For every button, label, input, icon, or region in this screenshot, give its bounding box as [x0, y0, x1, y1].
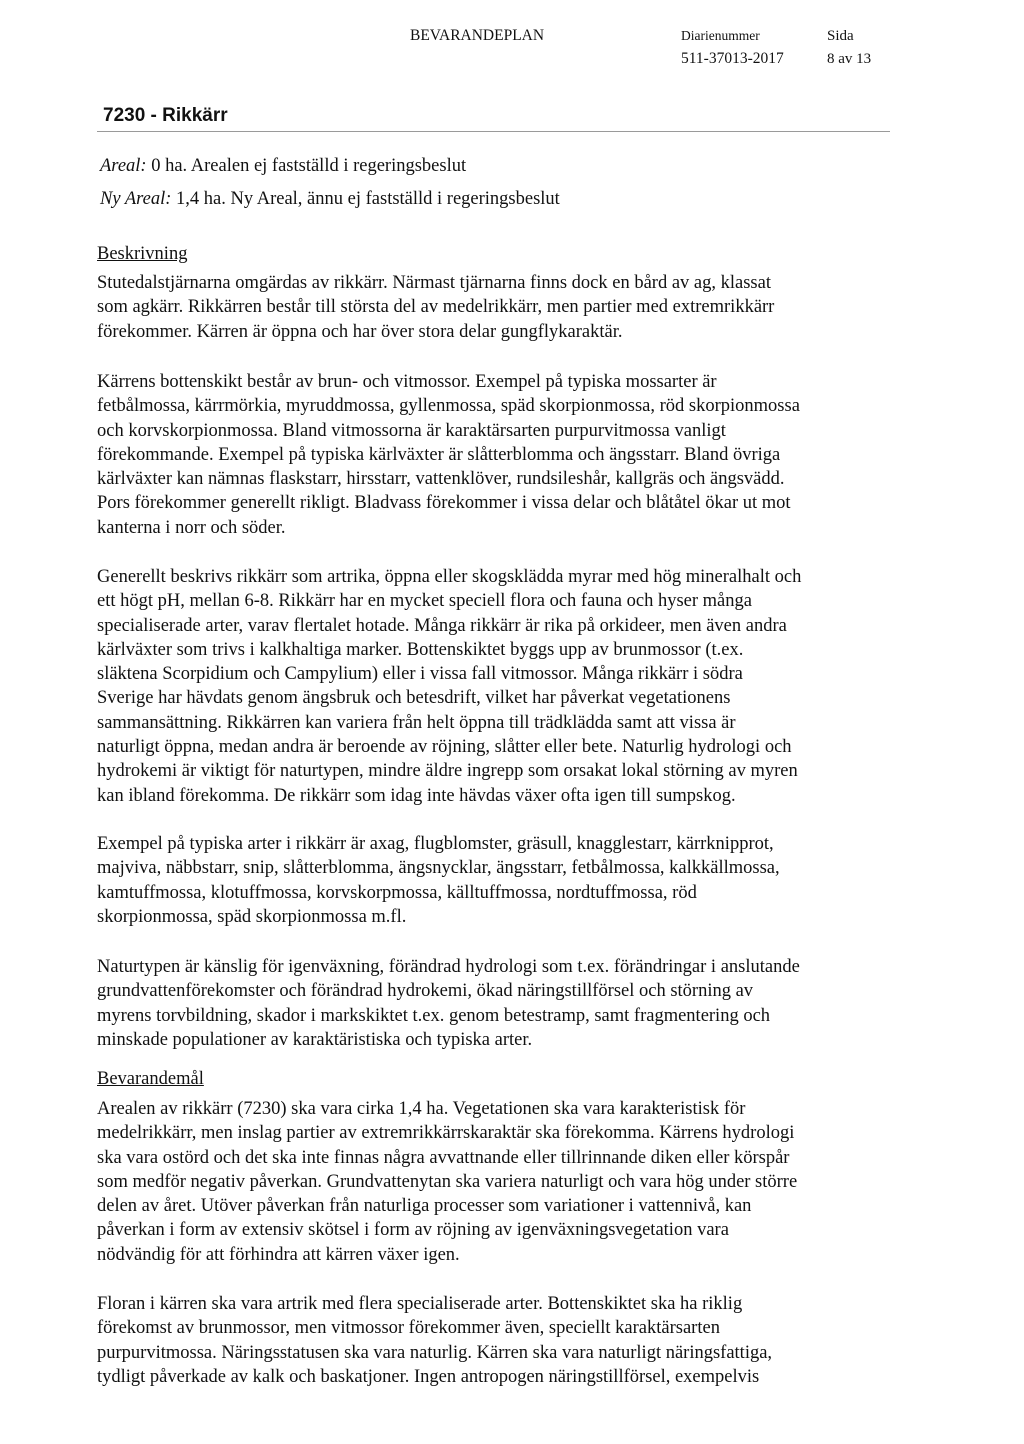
text-line: påverkan i form av extensiv skötsel i form av röjning av igenväxningsvegetation vara — [97, 1220, 729, 1241]
text-line: fetbålmossa, kärrmörkia, myruddmossa, gyllenmossa, späd skorpionmossa, röd skorpionmossa — [97, 396, 800, 417]
text-line: Naturtypen är känslig för igenväxning, förändrad hydrologi som t.ex. förändringar i anslutande — [97, 957, 800, 977]
document-type: BEVARANDEPLAN — [410, 27, 545, 44]
text-line: kärlväxter kan nämnas flaskstarr, hirsstarr, vattenklöver, rundsileshår, kallgräs och ängsvädd. — [97, 469, 785, 490]
area-label: Areal: — [100, 156, 147, 176]
text-line: som medför negativ påverkan. Grundvattenytan ska variera naturligt och vara hög under större — [97, 1171, 798, 1192]
description-paragraph — [97, 370, 897, 540]
diarienummer-value: 511-37013-2017 — [681, 50, 784, 67]
text-line: ett högt pH, mellan 6-8. Rikkärr har en mycket speciell flora och fauna och hyser många — [97, 591, 752, 612]
description-paragraph — [97, 565, 897, 808]
text-line: naturligt öppna, medan andra är beroende av röjning, slåtter eller bete. Naturlig hydrologi och — [97, 737, 792, 758]
conservation-goals-heading: Bevarandemål — [97, 1069, 204, 1089]
description-paragraph — [97, 271, 897, 344]
text-line: Stutedalstjärnarna omgärdas av rikkärr. Närmast tjärnarna finns dock en bård av ag, klassat — [97, 273, 771, 293]
text-line: specialiserade arter, varav flertalet hotade. Många rikkärr är rika på orkideer, men även andra — [97, 615, 787, 636]
description-paragraph — [97, 955, 897, 1052]
text-line: kärlväxter som trivs i kalkhaltiga marker. Bottenskiktet byggs upp av brunmossor (t.ex. — [97, 639, 744, 660]
text-line: släktena Scorpidium och Campylium) eller i vissa fall vitmossor. Många rikkärr i södra — [97, 664, 743, 685]
text-line: grundvattenförekomster och förändrad hydrokemi, ökad näringstillförsel och störning av — [97, 981, 754, 1002]
text-line: Pors förekommer generellt rikligt. Bladvass förekommer i vissa delar och blåtåtel ökar ut mot — [97, 493, 791, 514]
text-line: hydrokemi är viktigt för naturtypen, mindre äldre ingrepp som orsakat lokal störning av myren — [97, 761, 798, 782]
text-line: nödvändig för att förhindra att kärren växer igen. — [97, 1244, 460, 1265]
text-line: som agkärr. Rikkärren består till största del av medelrikkärr, men partier med extremrikkärr — [97, 297, 775, 318]
conservation-goals-paragraph — [97, 1292, 897, 1389]
page-number: 8 av 13 — [827, 51, 872, 67]
text-line: skorpionmossa, späd skorpionmossa m.fl. — [97, 906, 407, 927]
text-line: Kärrens bottenskikt består av brun- och vitmossor. Exempel på typiska mossarter är — [97, 372, 717, 392]
text-line: och korvskorpionmossa. Bland vitmossorna är karaktärsarten purpurvitmossa vanligt — [97, 420, 726, 441]
text-line: ska vara ostörd och det ska inte finnas några avvattnande eller tillrinnande diken eller körspår — [97, 1147, 790, 1168]
area-value: 0 ha. Arealen ej fastställd i regeringsbeslut — [146, 156, 467, 176]
text-line: Floran i kärren ska vara artrik med flera specialiserade arter. Bottenskiktet ska ha riklig — [97, 1294, 743, 1314]
text-line: minskade populationer av karaktäristiska och typiska arter. — [97, 1029, 533, 1050]
text-line: kamtuffmossa, klotuffmossa, korvskorpmossa, källtuffmossa, nordtuffmossa, röd — [97, 882, 697, 903]
new-area-line — [100, 187, 560, 211]
section-title: 7230 - Rikkärr — [103, 105, 228, 126]
text-line: medelrikkärr, men inslag partier av extremrikkärrskaraktär ska förekomma. Kärrens hydrologi — [97, 1123, 795, 1144]
text-line: kanterna i norr och söder. — [97, 517, 286, 538]
area-line — [100, 154, 466, 178]
text-line: majviva, näbbstarr, snip, slåtterblomma, ängsnycklar, ängsstarr, fetbålmossa, kalkkällmossa, — [97, 858, 780, 879]
new-area-value: 1,4 ha. Ny Areal, ännu ej fastställd i regeringsbeslut — [171, 189, 560, 209]
conservation-goals-paragraph — [97, 1097, 897, 1267]
text-line: förekomst av brunmossor, men vitmossor förekommer även, speciellt karaktärsarten — [97, 1318, 720, 1339]
text-line: förekommer. Kärren är öppna och har över stora delar gungflykaraktär. — [97, 321, 623, 342]
page-label: Sida — [827, 28, 854, 44]
description-paragraph — [97, 832, 897, 929]
diarienummer-label: Diarienummer — [681, 28, 760, 43]
text-line: tydligt påverkade av kalk och baskatjoner. Ingen antropogen näringstillförsel, exempelvis — [97, 1366, 760, 1387]
new-area-label: Ny Areal: — [100, 189, 172, 209]
text-line: sammansättning. Rikkärren kan variera från helt öppna till trädklädda samt att vissa är — [97, 712, 736, 733]
description-heading: Beskrivning — [97, 244, 188, 264]
title-divider — [97, 131, 890, 132]
text-line: Generellt beskrivs rikkärr som artrika, öppna eller skogsklädda myrar med hög mineralhalt och — [97, 567, 802, 587]
text-line: förekommande. Exempel på typiska kärlväxter är slåtterblomma och ängsstarr. Bland övriga — [97, 444, 781, 465]
text-line: Sverige har hävdats genom ängsbruk och betesdrift, vilket har påverkat vegetationens — [97, 688, 731, 709]
text-line: delen av året. Utöver påverkan från naturliga processer som variationer i vattennivå, kan — [97, 1196, 752, 1217]
text-line: Arealen av rikkärr (7230) ska vara cirka 1,4 ha. Vegetationen ska vara karakteristisk för — [97, 1099, 746, 1119]
text-line: purpurvitmossa. Näringsstatusen ska vara naturlig. Kärren ska vara naturligt näringsfattiga, — [97, 1342, 773, 1363]
text-line: myrens torvbildning, skador i markskiktet t.ex. genom betestramp, samt fragmentering och — [97, 1005, 771, 1026]
text-line: kan ibland förekomma. De rikkärr som idag inte hävdas växer ofta igen till sumpskog. — [97, 785, 736, 806]
text-line: Exempel på typiska arter i rikkärr är axag, flugblomster, gräsull, knagglestarr, kärrknipprot, — [97, 834, 774, 854]
